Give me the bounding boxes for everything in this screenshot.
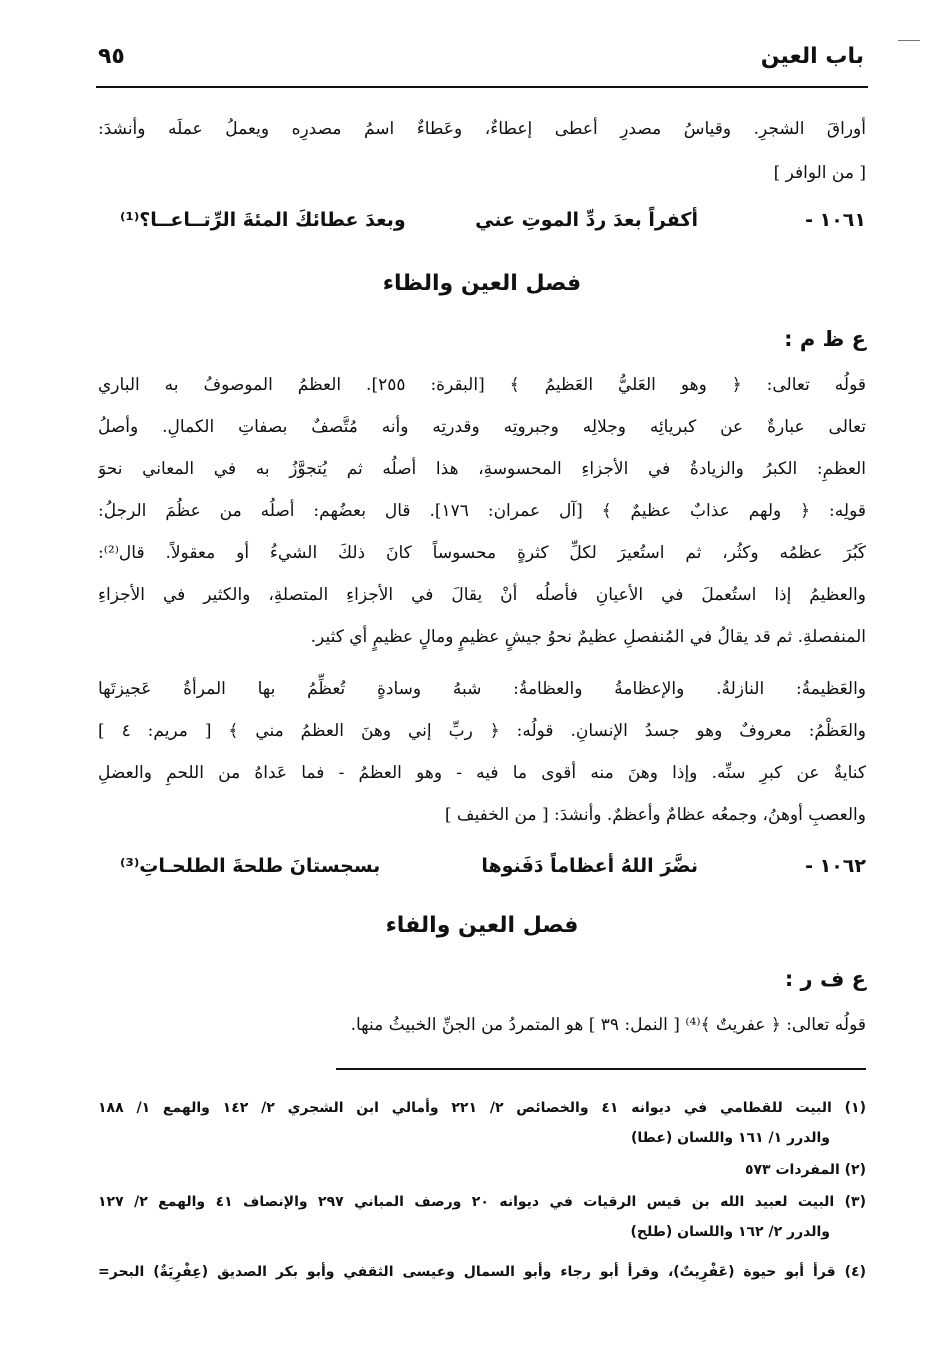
body-line: والعَظْمُ: معروفٌ وهو جسدُ الإنسانِ. قولُه: ﴿ ربِّ إني وهنَ العظمُ مني ﴾ [ مريم: ٤ ]: [98, 721, 866, 741]
body-line: أوراقَ الشجرِ. وقياسُ مصدرِ أعطى إعطاءٌ، وعَطاءٌ اسمُ مصدرِه ويعملُ عملَه وأنشدَ:: [98, 119, 866, 139]
footnote-2: (٢) المفردات ٥٧٣: [744, 1162, 866, 1178]
body-line: والعصبِ أوهنُ، وجمعُه عظامٌ وأعظمٌ. وأنشدَ: [ من الخفيف ]: [444, 805, 866, 825]
chapter-title: باب العين: [760, 44, 864, 69]
body-line: والعظيمُ إذا استُعملَ في الأعيانِ فأصلُه أنْ يقالَ في الأجزاءِ المتصلةِ، والكثير في الأجزاءِ: [98, 585, 866, 605]
body-line: المنفصلةِ. ثم قد يقالُ في المُنفصلِ عظيمٌ نحوُ جيشٍ عظيمٍ ومالٍ عظيمٍ أي كثير.: [310, 627, 866, 647]
footnote-3: (٣) البيت لعبيد الله بن قيس الرقيات في ديوانه ٢٠ ورصف المباني ٢٩٧ والإنصاف ٤١ والهمع ٢/ ١٢٧: [98, 1194, 866, 1210]
verse-number: ١٠٦٢ -: [805, 855, 866, 877]
body-line: كَبُرَ عظمُه وكثُر، ثم استُعيرَ لكلِّ كثرةٍ محسوساً كانَ ذلكَ الشيءُ أو معقولاً. قال⁽²⁾:: [98, 543, 866, 563]
footnote-rule: [336, 1068, 866, 1070]
footnote-3-continued: والدرر ٢/ ١٦٢ واللسان (طلح): [630, 1224, 830, 1240]
verse-number: ١٠٦١ -: [805, 209, 866, 231]
header-rule: [96, 86, 868, 88]
body-line: قولُه تعالى: ﴿ وهو العَليُّ العَظيمُ ﴾ [البقرة: ٢٥٥]. العظمُ الموصوفُ به الباري: [98, 375, 866, 395]
body-line: العظمِ: الكبرُ والزيادةُ في الأجزاءِ المحسوسةِ، هذا أصلُه ثم يُتجوَّزُ به في المعاني نحوَ: [98, 459, 866, 479]
verse-second-hemistich: وبعدَ عطائكَ المئةَ الرِّتــاعــا؟⁽¹⁾: [120, 209, 406, 231]
body-line: تعالى عبارةٌ عن كبريائِه وجلالِه وجبروتِه وقدرتِه وأنه مُتَّصفٌ بصفاتِ الكمالِ. وأصلُ: [98, 417, 866, 437]
body-line: كنايةٌ عن كبرِ سنِّه. وإذا وهنَ منه أقوى ما فيه - وهو العظمُ - فما عَداهُ من اللحمِ والعضلِ: [98, 763, 866, 783]
verse-1062: [98, 846, 866, 886]
root-label-afr: ع ف ر :: [784, 967, 866, 991]
footnote-1-continued: والدرر ١/ ١٦١ واللسان (عطا): [631, 1130, 830, 1146]
verse-second-hemistich: بسجستانَ طلحةَ الطلحـاتِ⁽³⁾: [120, 855, 381, 877]
root-label-azm: ع ظ م :: [784, 327, 866, 351]
verse-1061: [98, 200, 866, 240]
footnote-1: (١) البيت للقطامي في ديوانه ٤١ والخصائص ٢/ ٢٢١ وأمالي ابن الشجري ٢/ ١٤٢ والهمع ١/ ١٨٨: [98, 1100, 866, 1116]
verse-first-hemistich: أكفراً بعدَ ردِّ الموتِ عني: [475, 209, 698, 231]
section-title-ain-zaa: فصل العين والظاء: [382, 271, 582, 296]
verse-first-hemistich: نضَّرَ اللهُ أعظاماً دَفَنوها: [481, 855, 698, 877]
footnote-4: (٤) قرأ أبو حيوة (عَفْرِيتٌ)، وقرأ أبو رجاء وأبو السمال وعيسى الثقفي وأبو بكر الصديق (عِفْرِيَةٌ) البحر=: [98, 1264, 866, 1280]
body-line: والعَظيمةُ: النازلةُ. والإعظامةُ والعظامةُ: شبهُ وسادةٍ تُعظِّمُ بها المرأةُ عَجيزتَها: [98, 679, 866, 699]
body-line: قولُه تعالى: ﴿ عفريتٌ ﴾⁽⁴⁾ [ النمل: ٣٩ ] هو المتمردُ من الجنِّ الخبيثُ منها.: [350, 1015, 866, 1035]
meter-label: [ من الوافر ]: [773, 163, 866, 183]
page-number: ٩٥: [98, 44, 125, 69]
body-line: قولِه: ﴿ ولهم عذابٌ عظيمٌ ﴾ [آل عمران: ١٧٦]. قال بعضُهم: أصلُه من عظُمَ الرجلُ:: [98, 501, 866, 521]
scan-mark: [898, 40, 920, 41]
section-title-ain-faa: فصل العين والفاء: [385, 913, 579, 938]
